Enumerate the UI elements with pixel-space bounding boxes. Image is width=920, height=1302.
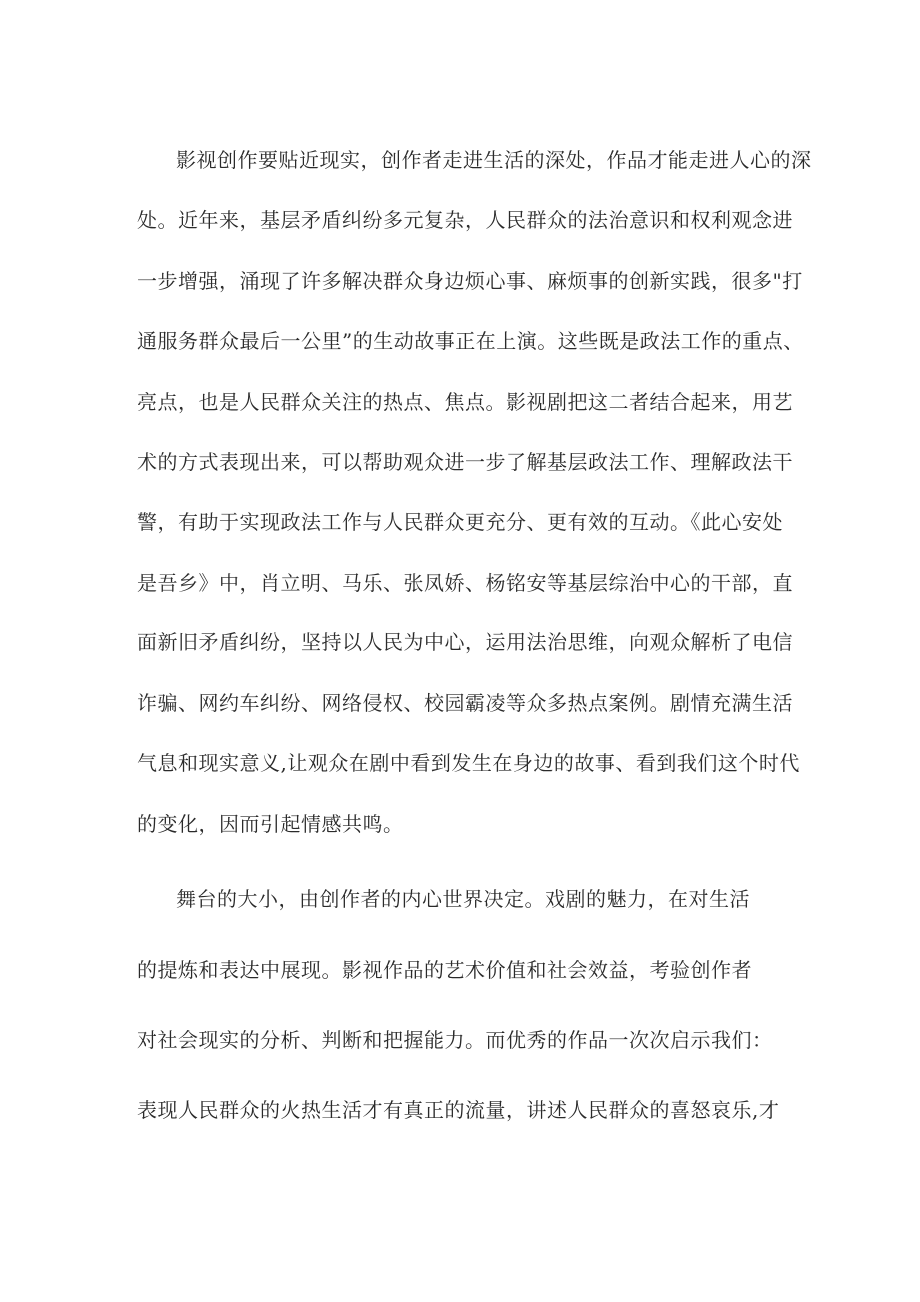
paragraph-line: 表现人民群众的火热生活才有真正的流量，讲述人民群众的喜怒哀乐,才	[137, 1098, 780, 1122]
paragraph-line: 警，有助于实现政法工作与人民群众更充分、更有效的互动。《此心安处	[137, 510, 783, 534]
paragraph-line: 面新旧矛盾纠纷，坚持以人民为中心，运用法治思维，向观众解析了电信	[137, 630, 793, 654]
paragraph-line: 的变化，因而引起情感共鸣。	[137, 812, 404, 836]
paragraph-line: 是吾乡》中，肖立明、马乐、张凤娇、杨铭安等基层综治中心的干部，直	[137, 571, 793, 595]
paragraph-line: 对社会现实的分析、判断和把握能力。而优秀的作品一次次启示我们：	[137, 1028, 773, 1052]
paragraph-line: 亮点，也是人民群众关注的热点、焦点。影视剧把这二者结合起来，用艺	[137, 390, 793, 414]
paragraph-line: 的提炼和表达中展现。影视作品的艺术价值和社会效益，考验创作者	[137, 958, 752, 982]
paragraph-line: 一步增强，涌现了许多解决群众身边烦心事、麻烦事的创新实践，很多"打	[137, 269, 803, 293]
paragraph-line: 影视创作要贴近现实，创作者走进生活的深处，作品才能走进人心的深	[176, 148, 812, 172]
paragraph-line: 气息和现实意义,让观众在剧中看到发生在身边的故事、看到我们这个时代	[137, 751, 800, 775]
paragraph-line: 诈骗、网约车纠纷、网络侵权、校园霸凌等众多热点案例。剧情充满生活	[137, 691, 793, 715]
paragraph-line: 术的方式表现出来，可以帮助观众进一步了解基层政法工作、理解政法干	[137, 450, 793, 474]
paragraph-line: 舞台的大小，由创作者的内心世界决定。戏剧的魅力，在对生活	[176, 887, 750, 911]
paragraph-line: 通服务群众最后一公里”的生动故事正在上演。这些既是政法工作的重点、	[137, 329, 804, 353]
paragraph-line: 处。近年来，基层矛盾纠纷多元复杂，人民群众的法治意识和权利观念进	[137, 208, 793, 232]
